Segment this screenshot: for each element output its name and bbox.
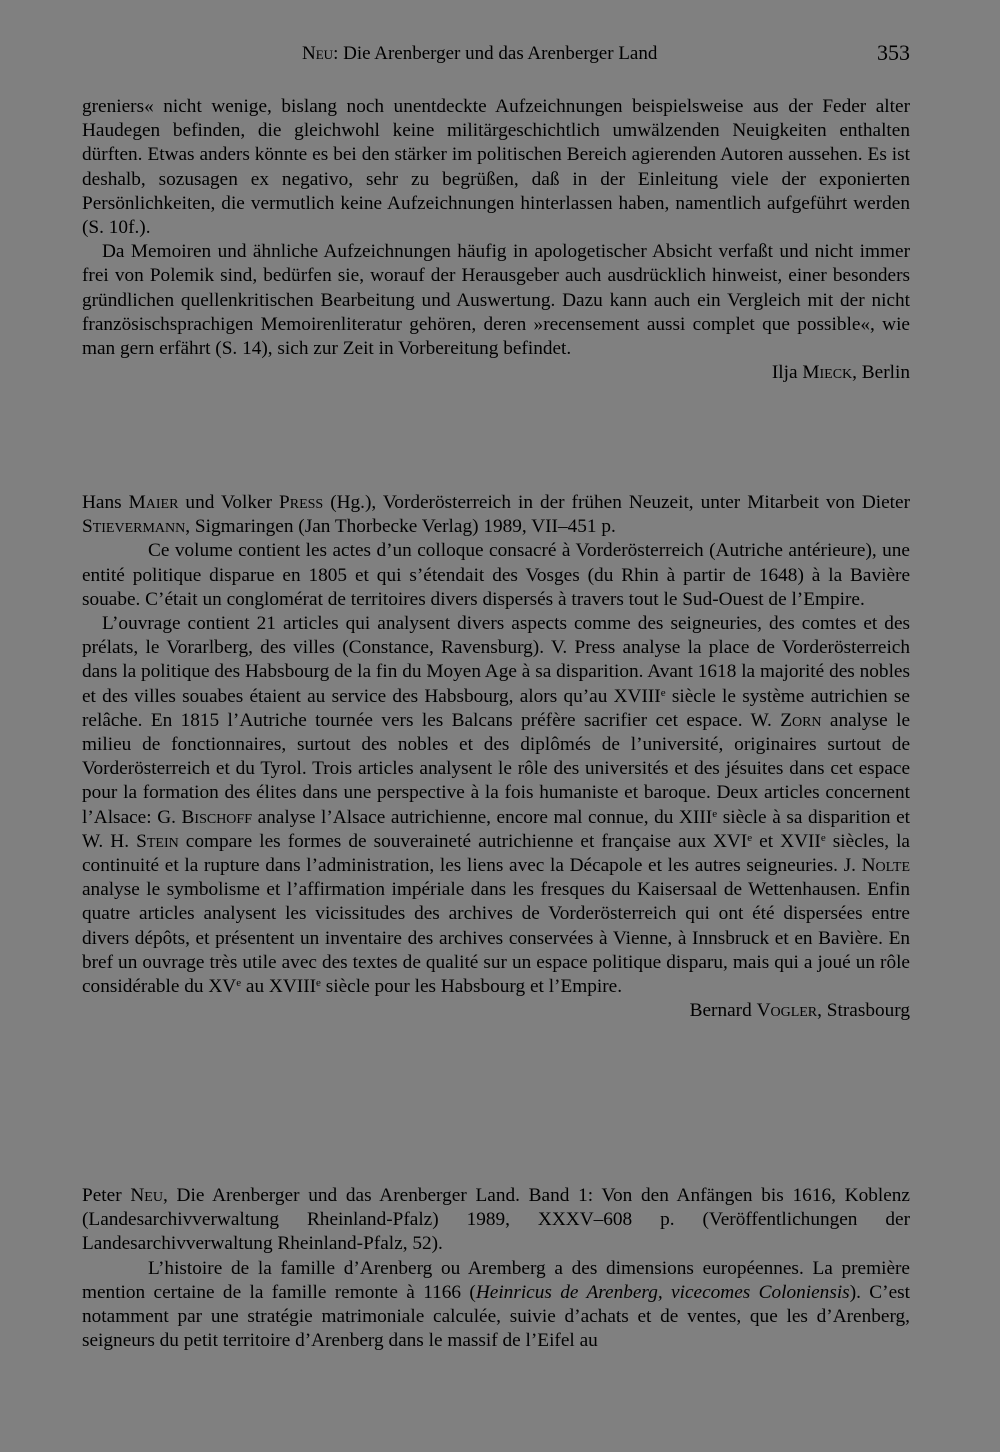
reviewer-signature: Bernard Vogler, Strasbourg bbox=[689, 1000, 910, 1022]
review-mieck-ending bbox=[82, 95, 910, 385]
paragraph: L’ouvrage contient 21 articles qui analysent divers aspects comme des seigneuries, des comtes et des prélats, le Vorarlberg, des villes (Constance, Ravensburg). V. Press analyse la place de Vorderösterreich dans la politique des Habsbourg de la fin du Moyen Age à sa disparition. Avant 1618 la majorité des nobles et des villes souabes étaient au service des Habsbourg, alors qu’au XVIIIe siècle le système autrichien se relâche. En 1815 l’Autriche tournée vers les Balcans préfère sacrifier cet espace. W. Zorn analyse le milieu de fonctionnaires, surtout des nobles et des diplômés de l’université, originaires surtout de Vorderösterreich et du Tyrol. Trois articles analysent le rôle des universités et des jésuites dans cet espace pour la formation des élites dans une perspective à la fois humaniste et baroque. Deux articles concernent l’Alsace: G. Bischoff analyse l’Alsace autrichienne, encore mal connue, du XIIIe siècle à sa disparition et W. H. Stein compare les formes de souveraineté autrichienne et française aux XVIe et XVIIe siècles, la continuité et la rupture dans l’administration, les liens avec la Décapole et les autres seigneuries. J. Nolte analyse le symbolisme et l’affirmation impériale dans les fresques du Kaisersaal de Wettenhausen. Enfin quatre articles analysent les vicissitudes des archives de Vorderösterreich qui ont été dispersées entre divers dépôts, et présentent un inventaire des archives conservées à Vienne, à Innsbruck et en Bavière. En bref un ouvrage très utile avec des textes de qualité sur un espace politique disparu, mais qui a joué un rôle considérable du XVe au XVIIIe siècle pour les Habsbourg et l’Empire. bbox=[82, 613, 911, 998]
bibliographic-reference: Hans Maier und Volker Press (Hg.), Vorderösterreich in der frühen Neuzeit, unter Mitarbeit von Dieter Stievermann, Sigmaringen (Jan Thorbecke Verlag) 1989, VII–451 p. bbox=[82, 492, 910, 538]
header-title: Neu: Die Arenberger und das Arenberger Land bbox=[302, 43, 658, 64]
reviewer-signature: Ilja Mieck, Berlin bbox=[771, 362, 910, 384]
paragraph: L’histoire de la famille d’Arenberg ou Aremberg a des dimensions européennes. La première mention certaine de la famille remonte à 1166 (Heinricus de Arenberg, vicecomes Coloniensis). C’est notamment par une stratégie matrimoniale calculée, suivie d’achats et de ventes, que les d’Arenberg, seigneurs du petit territoire d’Arenberg dans le massif de l’Eifel au bbox=[82, 1257, 910, 1352]
page-number: 353 bbox=[877, 40, 910, 65]
paragraph: greniers« nicht wenige, bislang noch unentdeckte Aufzeichnungen beispielsweise aus der Feder alter Haudegen befinden, die gleichwohl keine militärgeschichtlich umwälzenden Neuigkeiten enthalten dürften. Etwas anders könnte es bei den stärker im politischen Bereich agierenden Autoren aussehen. Es ist deshalb, sozusagen ex negativo, sehr zu begrüßen, daß in der Einleitung viele der exponierten Persönlichkeiten, die vermutlich keine Aufzeichnungen hinterlassen haben, namentlich aufgeführt werden (S. 10f.). bbox=[82, 96, 910, 239]
paragraph: Da Memoiren und ähnliche Aufzeichnungen häufig in apologetischer Absicht verfaßt und nicht immer frei von Polemik sind, bedürfen sie, worauf der Herausgeber auch ausdrücklich hinweist, einer besonders gründlichen quellenkritischen Bearbeitung und Auswertung. Dazu kann auch ein Vergleich mit der nicht französischsprachigen Memoirenliteratur gehören, deren »recensement aussi complet que possible«, wie man gern erfährt (S. 14), sich zur Zeit in Vorbereitung befindet. bbox=[82, 241, 910, 360]
paragraph: Ce volume contient les actes d’un colloque consacré à Vorderösterreich (Autriche antérieure), une entité politique disparue en 1805 et qui s’étendait des Vosges (du Rhin à partir de 1648) à la Bavière souabe. C’était un conglomérat de territoires divers dispersés à travers tout le Sud-Ouest de l’Empire. bbox=[82, 540, 910, 610]
review-arenberger bbox=[82, 1184, 910, 1353]
running-header bbox=[82, 40, 910, 70]
bibliographic-reference: Peter Neu, Die Arenberger und das Arenberger Land. Band 1: Von den Anfängen bis 1616, Koblenz (Landesarchivverwaltung Rheinland-Pfalz) 1989, XXXV–608 p. (Veröffentlichungen der Landesarchivverwaltung Rheinland-Pfalz, 52). bbox=[82, 1185, 910, 1255]
review-vorderoesterreich bbox=[82, 491, 910, 1023]
